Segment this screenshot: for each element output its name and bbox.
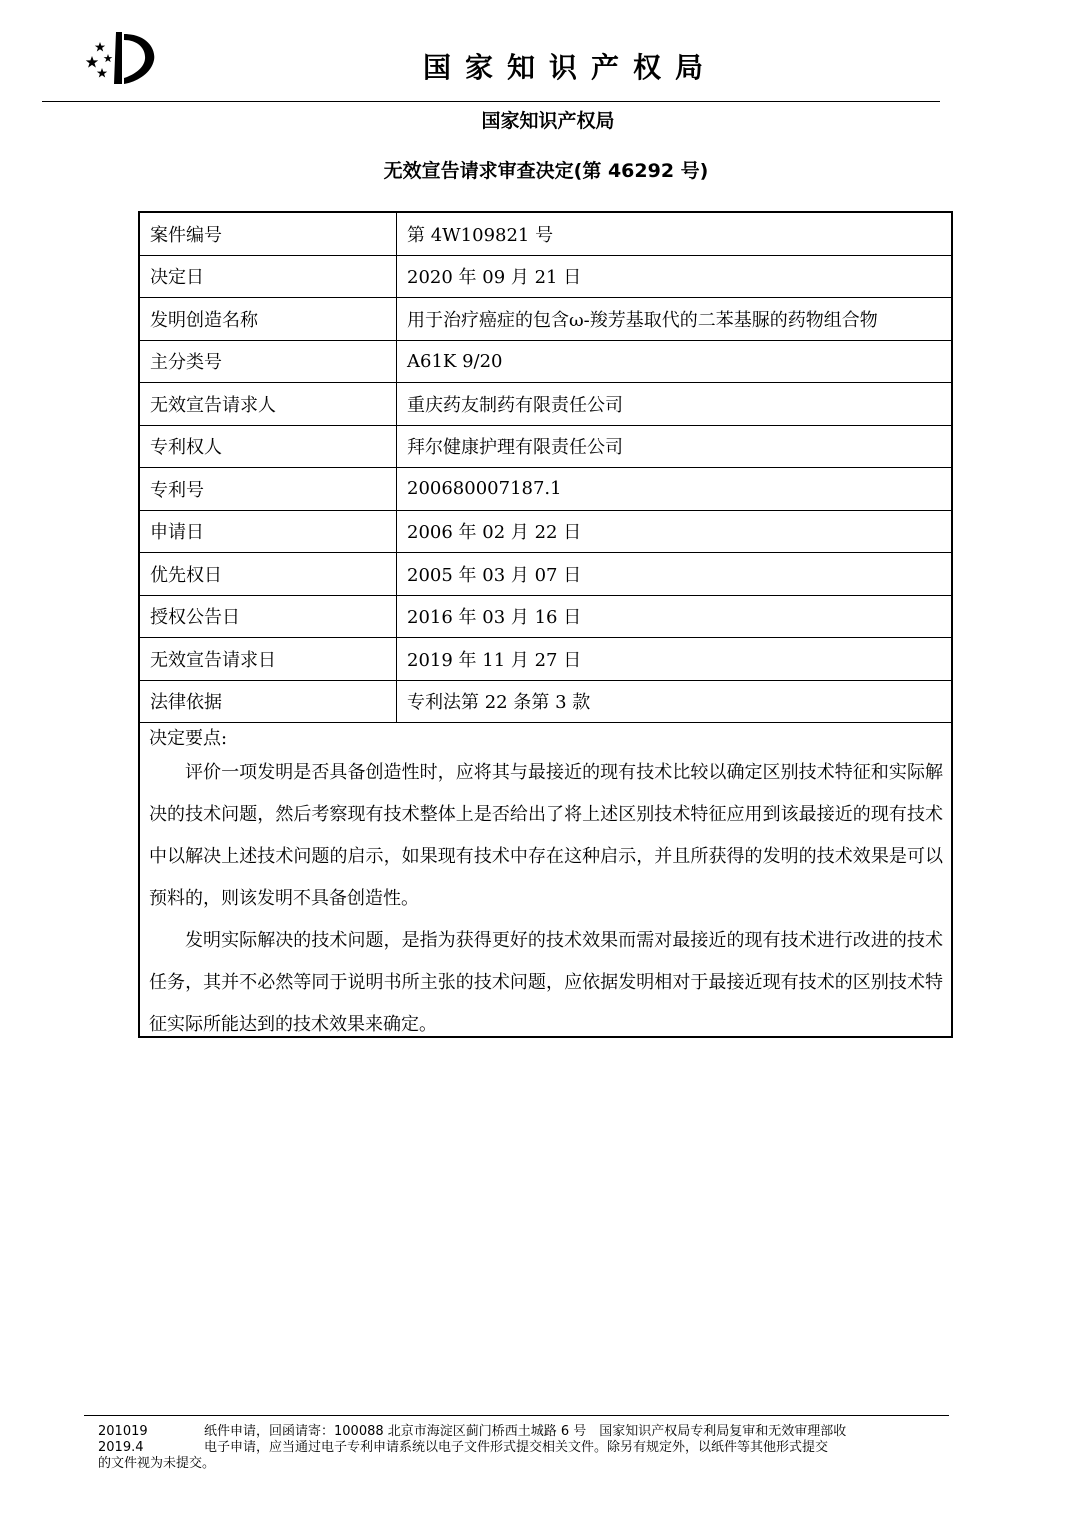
key-point-paragraph: 评价一项发明是否具备创造性时，应将其与最接近的现有技术比较以确定区别技术特征和实际解决的技术问题，然后考察现有技术整体上是否给出了将上述区别技术特征应用到该最接近的现有技术中以解决上述技术问题的启示，如果现有技术中存在这种启示，并且所获得的发明的技术效果是可以预料的，则该发明不具备创造性。 [149, 762, 943, 909]
case-info-box [138, 211, 953, 1038]
case-info-value: 2005 年 03 月 07 日 [397, 553, 952, 596]
case-info-table [140, 213, 951, 723]
decision-title: 无效宣告请求审查决定(第 46292 号) [383, 160, 709, 182]
case-info-label: 优先权日 [140, 553, 397, 596]
case-info-value: A61K 9/20 [397, 340, 952, 383]
case-info-row [140, 213, 951, 255]
header-divider [42, 101, 940, 102]
case-info-row [140, 680, 951, 723]
case-info-label: 案件编号 [140, 213, 397, 255]
case-info-value: 专利法第 22 条第 3 款 [397, 680, 952, 723]
key-points-section [140, 723, 951, 1046]
form-version: 2019.4 [98, 1440, 144, 1455]
case-info-label: 无效宣告请求人 [140, 383, 397, 426]
case-info-value: 2006 年 02 月 22 日 [397, 510, 952, 553]
footer-divider [84, 1415, 949, 1416]
form-code: 201019 [98, 1424, 148, 1439]
case-info-value: 拜尔健康护理有限责任公司 [397, 425, 952, 468]
case-info-label: 法律依据 [140, 680, 397, 723]
case-info-row [140, 638, 951, 681]
case-info-label: 无效宣告请求日 [140, 638, 397, 681]
case-info-label: 授权公告日 [140, 595, 397, 638]
case-info-value: 2019 年 11 月 27 日 [397, 638, 952, 681]
case-info-row [140, 468, 951, 511]
case-info-row [140, 383, 951, 426]
case-info-label: 决定日 [140, 255, 397, 298]
footer-mail-notice: 纸件申请，回函请寄：100088 北京市海淀区蓟门桥西土城路 6 号 国家知识产权局专利局复审和无效审理部收 [204, 1424, 847, 1439]
footer-electronic-notice: 电子申请，应当通过电子专利申请系统以电子文件形式提交相关文件。除另有规定外，以纸件等其他形式提交 [204, 1440, 829, 1455]
case-info-value: 重庆药友制药有限责任公司 [397, 383, 952, 426]
case-info-row [140, 298, 951, 341]
case-info-value: 用于治疗癌症的包含ω-羧芳基取代的二苯基脲的药物组合物 [397, 298, 952, 341]
case-info-row [140, 553, 951, 596]
case-info-value: 2020 年 09 月 21 日 [397, 255, 952, 298]
agency-header: 国家知识产权局 [422, 51, 717, 84]
case-info-value: 200680007187.1 [397, 468, 952, 511]
key-point-paragraph: 发明实际解决的技术问题，是指为获得更好的技术效果而需对最接近的现有技术进行改进的技术任务，其并不必然等同于说明书所主张的技术问题，应依据发明相对于最接近现有技术的区别技术特征实际所能达到的技术效果来确定。 [149, 930, 943, 1035]
case-info-label: 主分类号 [140, 340, 397, 383]
case-info-value: 第 4W109821 号 [397, 213, 952, 255]
case-info-label: 申请日 [140, 510, 397, 553]
case-info-label: 专利权人 [140, 425, 397, 468]
case-info-row [140, 510, 951, 553]
case-info-value: 2016 年 03 月 16 日 [397, 595, 952, 638]
sub-agency-title: 国家知识产权局 [481, 110, 615, 132]
footer-electronic-notice-cont: 的文件视为未提交。 [98, 1456, 216, 1471]
case-info-label: 发明创造名称 [140, 298, 397, 341]
key-points-heading: 决定要点: [149, 728, 228, 749]
case-info-row [140, 255, 951, 298]
case-info-row [140, 595, 951, 638]
case-info-label: 专利号 [140, 468, 397, 511]
footer-notice [98, 1424, 998, 1472]
case-info-row [140, 340, 951, 383]
case-info-row [140, 425, 951, 468]
